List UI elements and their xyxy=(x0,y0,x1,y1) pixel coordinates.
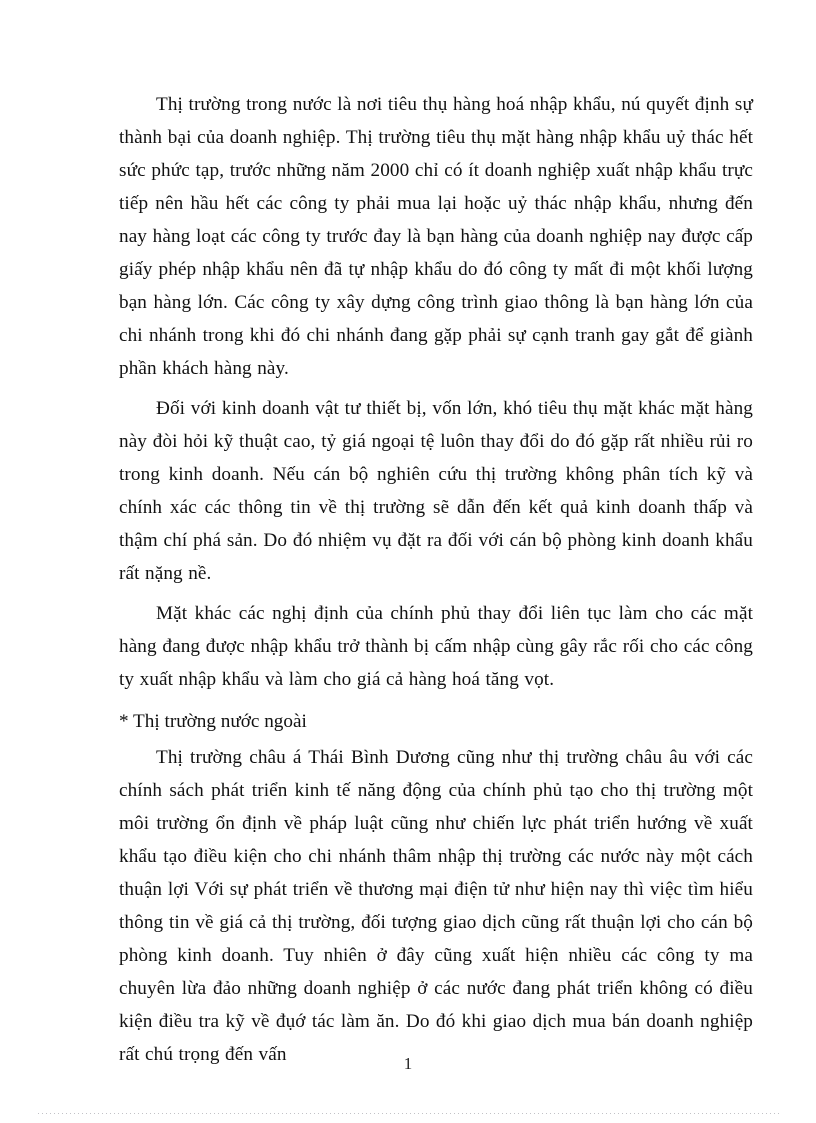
scan-edge-artifact xyxy=(38,1113,780,1114)
section-heading-foreign-market: * Thị trường nước ngoài xyxy=(119,711,307,732)
page-number: 1 xyxy=(403,1054,413,1073)
paragraph-2: Đối với kinh doanh vật tư thiết bị, vốn lớn, khó tiêu thụ mặt khác mặt hàng này đòi hỏi kỹ thuật cao, tỷ giá ngoại tệ luôn thay đổi do đó gặp rất nhiều rủi ro trong kinh doanh. Nếu cán bộ nghiên cứu thị trường không phân tích kỹ và chính xác các thông tin về thị trường sẽ dẫn đến kết quả kinh doanh thấp và thậm chí phá sản. Do đó nhiệm vụ đặt ra đối với cán bộ phòng kinh doanh khẩu rất nặng nề. xyxy=(119,398,753,584)
paragraph-1: Thị trường trong nước là nơi tiêu thụ hàng hoá nhập khẩu, nú quyết định sự thành bại của doanh nghiệp. Thị trường tiêu thụ mặt hàng nhập khẩu uỷ thác hết sức phức tạp, trước những năm 2000 chỉ có ít doanh nghiệp xuất nhập khẩu trực tiếp nên hầu hết các công ty phải mua lại hoặc uỷ thác nhập khẩu, nhưng đến nay hàng loạt các công ty trước đay là bạn hàng của doanh nghiệp nay được cấp giấy phép nhập khẩu nên đã tự nhập khẩu do đó công ty mất đi một khối lượng bạn hàng lớn. Các công ty xây dựng công trình giao thông là bạn hàng lớn của chi nhánh trong khi đó chi nhánh đang gặp phải sự cạnh tranh gay gắt để giành phần khách hàng này. xyxy=(119,94,753,379)
page-text-body xyxy=(119,88,753,1073)
paragraph-4: Thị trường châu á Thái Bình Dương cũng như thị trường châu âu với các chính sách phát triển kinh tế năng động của chính phủ tạo cho thị trường một môi trường ổn định về pháp luật cũng như chiến lực phát triển hướng về xuất khẩu tạo điều kiện cho chi nhánh thâm nhập thị trường các nước này một cách thuận lợi Với sự phát triển về thương mại điện tử như hiện nay thì việc tìm hiểu thông tin về giá cả thị trường, đối tượng giao dịch cũng rất thuận lợi cho cán bộ phòng kinh doanh. Tuy nhiên ở đây cũng xuất hiện nhiều các công ty ma chuyên lừa đảo những doanh nghiệp ở các nước đang phát triển không có điều kiện điều tra kỹ về đụớ tác làm ăn. Do đó khi giao dịch mua bán doanh nghiệp rất chú trọng đến vấn xyxy=(119,747,753,1065)
paragraph-3: Mặt khác các nghị định của chính phủ thay đổi liên tục làm cho các mặt hàng đang được nhập khẩu trở thành bị cấm nhập cùng gây rắc rối cho các công ty xuất nhập khẩu và làm cho giá cả hàng hoá tăng vọt. xyxy=(119,603,753,690)
